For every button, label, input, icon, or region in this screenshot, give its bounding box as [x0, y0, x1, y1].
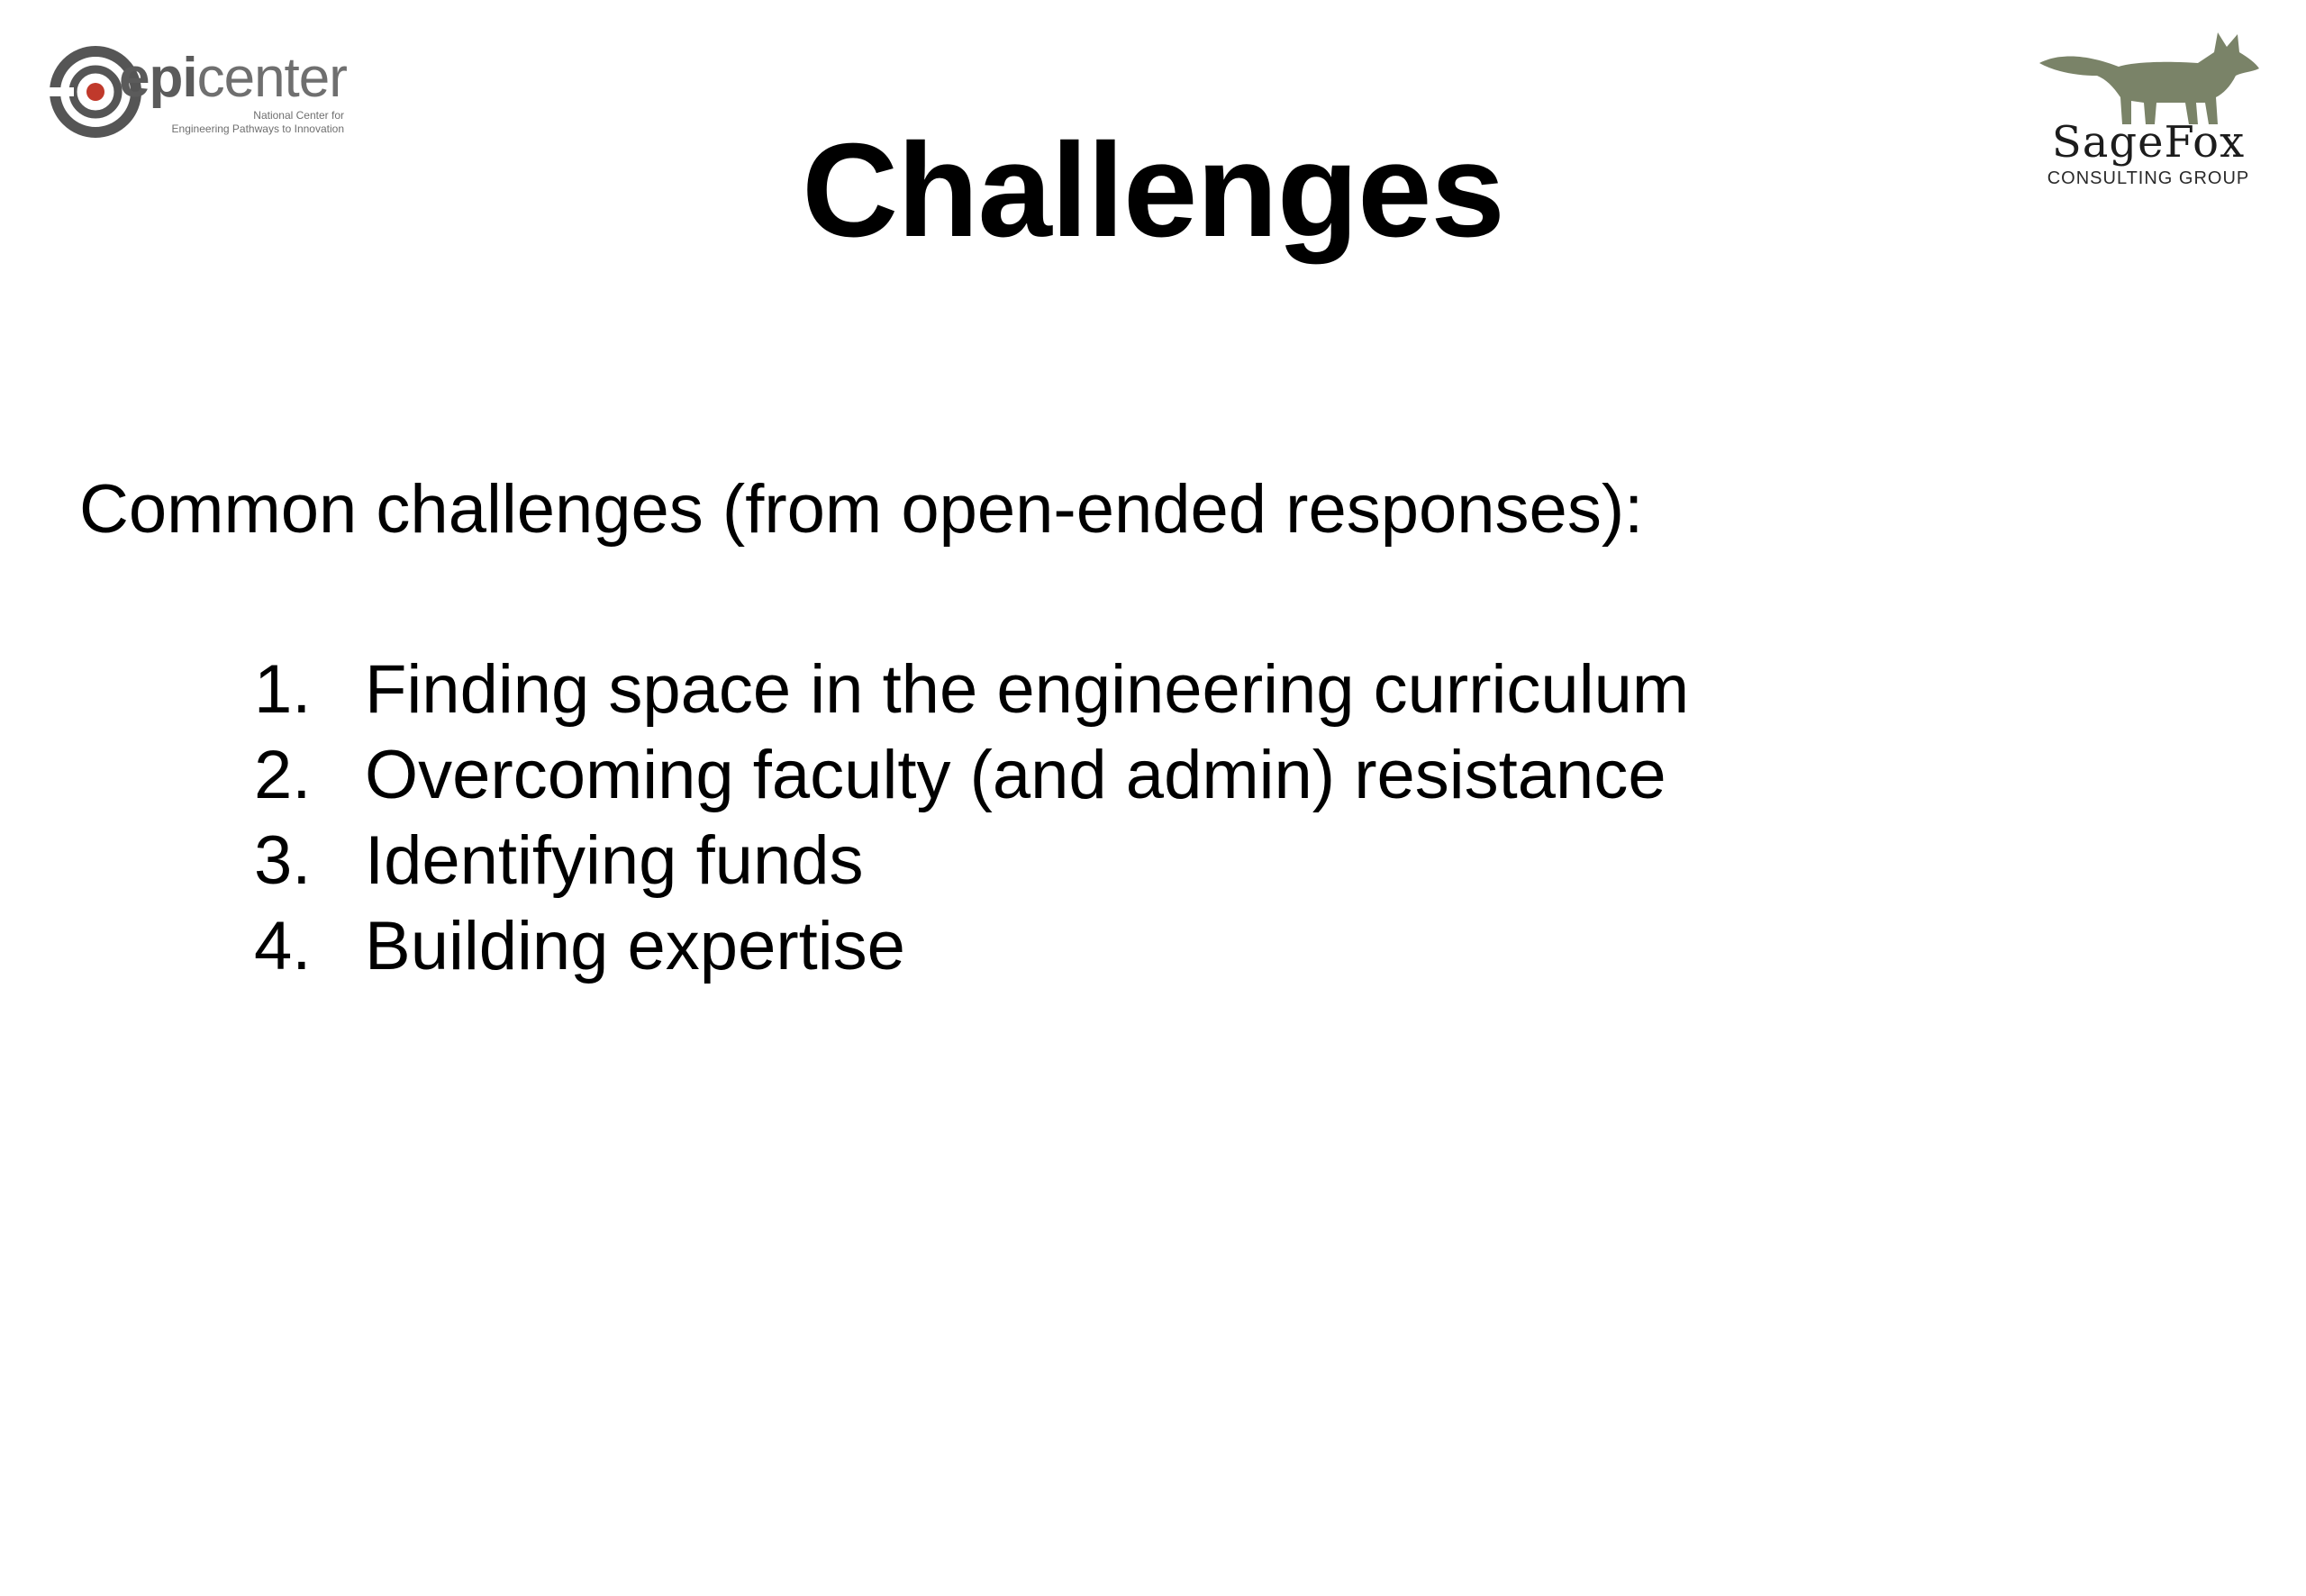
- intro-text: Common challenges (from open-ended responses):: [79, 471, 1644, 548]
- epicenter-subtitle-line1: National Center for: [253, 109, 344, 122]
- fox-icon: [2038, 31, 2261, 130]
- epicenter-subtitle-line2: Engineering Pathways to Innovation: [171, 122, 344, 135]
- list-item-text: Finding space in the engineering curriculum: [365, 651, 1690, 728]
- list-item-number: 4.: [254, 908, 312, 984]
- list-item-number: 2.: [254, 737, 312, 813]
- list-item-number: 3.: [254, 822, 312, 899]
- epicenter-wordmark-bold: epi: [119, 47, 197, 109]
- epicenter-wordmark: [119, 47, 347, 109]
- slide-title: Challenges: [802, 116, 1504, 265]
- epicenter-wordmark-rest: center: [196, 47, 347, 109]
- sagefox-name: SageFox: [2051, 117, 2246, 168]
- list-item-text: Identifying funds: [365, 822, 864, 899]
- list-item-text: Building expertise: [365, 908, 905, 984]
- list-item-number: 1.: [254, 651, 312, 728]
- sagefox-tagline: CONSULTING GROUP: [2047, 168, 2250, 188]
- list-item-text: Overcoming faculty (and admin) resistance: [365, 737, 1666, 813]
